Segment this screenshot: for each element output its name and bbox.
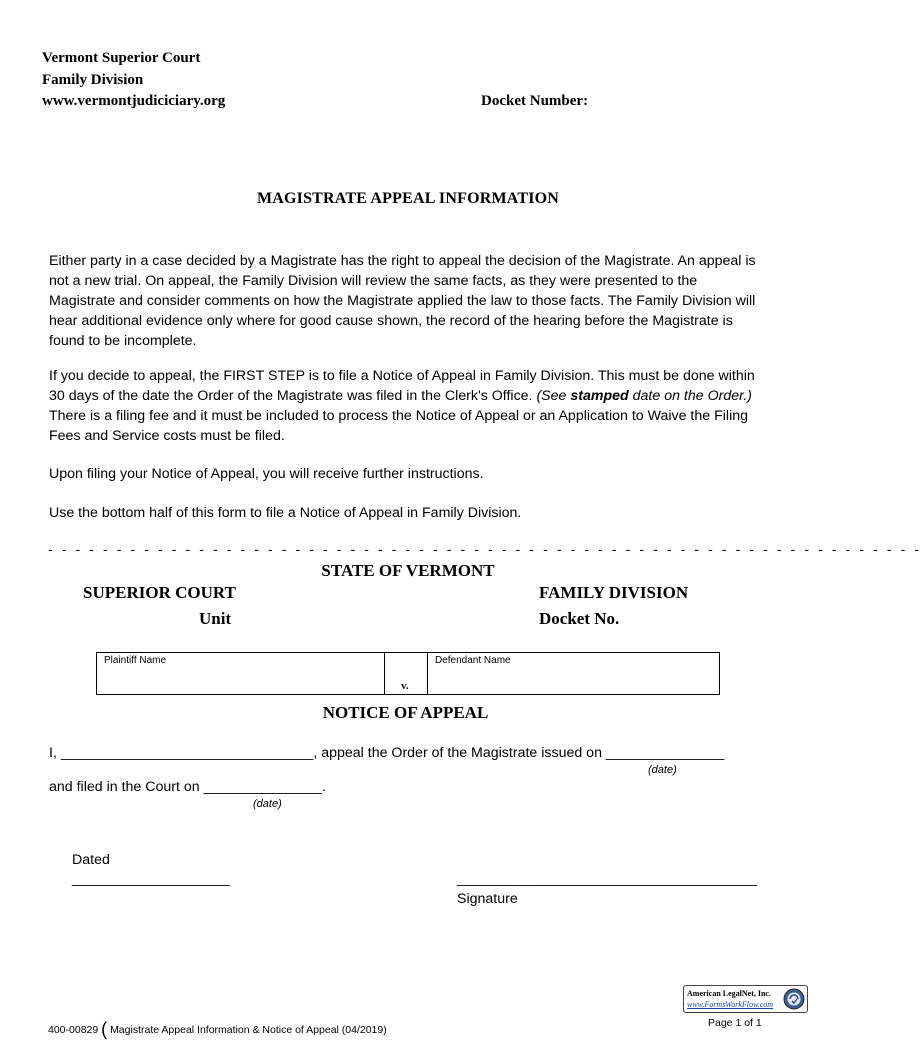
court-header — [42, 48, 225, 113]
form-title: Magistrate Appeal Information & Notice of Appeal (04/2019) — [110, 1024, 387, 1036]
form-number: 400-00829 — [48, 1024, 99, 1036]
page-number: Page 1 of 1 — [708, 1017, 762, 1029]
defendant-name-label: Defendant Name — [435, 655, 511, 666]
filed-date-caption: (date) — [253, 798, 282, 810]
footer-left — [48, 1017, 387, 1038]
unit-label: Unit — [199, 609, 232, 628]
info-paragraph-1-text: Either party in a case decided by a Magistrate has the right to appeal the decision of the Magistrate. An appeal is not a new trial. On appeal, the Family Division will review the same facts, as they were presented to the Magistrate and consider comments on how the Magistrate applied the law to those facts. The Family Division will hear additional evidence only where for good cause shown, the record of the hearing before the Magistrate is found to be incomplete. — [49, 253, 756, 349]
division-name: Family Division — [42, 71, 144, 88]
plaintiff-name-label: Plaintiff Name — [104, 655, 167, 666]
versus-label: v. — [401, 680, 409, 692]
info-paragraph-4: Use the bottom half of this form to file a Notice of Appeal in Family Division. — [49, 505, 522, 521]
para2-text-b: There is a filing fee and it must be included to process the Notice of Appeal or an Application to Waive the Filing Fees and Service costs must be filed. — [49, 408, 748, 444]
para2-stamped: stamped — [570, 388, 629, 404]
info-paragraph-3: Upon filing your Notice of Appeal, you will receive further instructions. — [49, 466, 484, 482]
superior-court-label: SUPERIOR COURT — [83, 583, 236, 602]
dated-label: Dated — [72, 852, 110, 868]
court-name: Vermont Superior Court — [42, 50, 201, 66]
para2-see: (See — [536, 388, 571, 404]
parties-table — [96, 652, 720, 695]
signature-label: Signature — [457, 891, 518, 907]
filed-date-line[interactable]: and filed in the Court on _______________. — [49, 779, 326, 795]
para2-rest: date on the Order.) — [628, 388, 752, 404]
logo-company: American LegalNet, Inc. — [687, 989, 771, 998]
order-date-caption: (date) — [648, 764, 677, 776]
logo-website[interactable]: www.FormsWorkFlow.com — [687, 1000, 774, 1009]
docket-number-label: Docket Number: — [481, 93, 589, 109]
info-paragraph-2-text — [49, 366, 764, 446]
appeal-statement-line[interactable]: I, ________________________________, appeal the Order of the Magistrate issued on _______________ — [49, 745, 725, 761]
dated-line[interactable]: ____________________ — [72, 871, 230, 887]
court-website: www.vermontjudiciciary.org — [42, 93, 226, 109]
notice-of-appeal-title: NOTICE OF APPEAL — [322, 703, 489, 722]
docket-no-label: Docket No. — [539, 609, 620, 628]
page-title: MAGISTRATE APPEAL INFORMATION — [256, 190, 560, 207]
signature-line[interactable]: ______________________________________ — [457, 871, 757, 887]
footer-paren: ( — [101, 1019, 108, 1039]
family-division-label: FAMILY DIVISION — [539, 583, 689, 602]
publisher-logo — [683, 985, 808, 1013]
plaintiff-name-field[interactable] — [97, 653, 385, 694]
cut-line: - - - - - - - - - - - - - - - - - - - - - - - - - - - - - - - - - - - - - - - - - - - - - - - - - - - - - - - - - - - - - - - - — [48, 541, 922, 557]
state-heading: STATE OF VERMONT — [321, 561, 495, 580]
info-paragraph-1 — [49, 251, 764, 351]
info-paragraph-2 — [49, 366, 764, 446]
para2-text-a: If you decide to appeal, the FIRST STEP is to file a Notice of Appeal in Family Division. This must be done within 30 days of the date the Order of the Magistrate was filed in the Clerk's Office. — [49, 368, 755, 404]
versus-cell — [385, 653, 428, 694]
globe-icon — [783, 988, 805, 1010]
defendant-name-field[interactable] — [428, 653, 719, 694]
